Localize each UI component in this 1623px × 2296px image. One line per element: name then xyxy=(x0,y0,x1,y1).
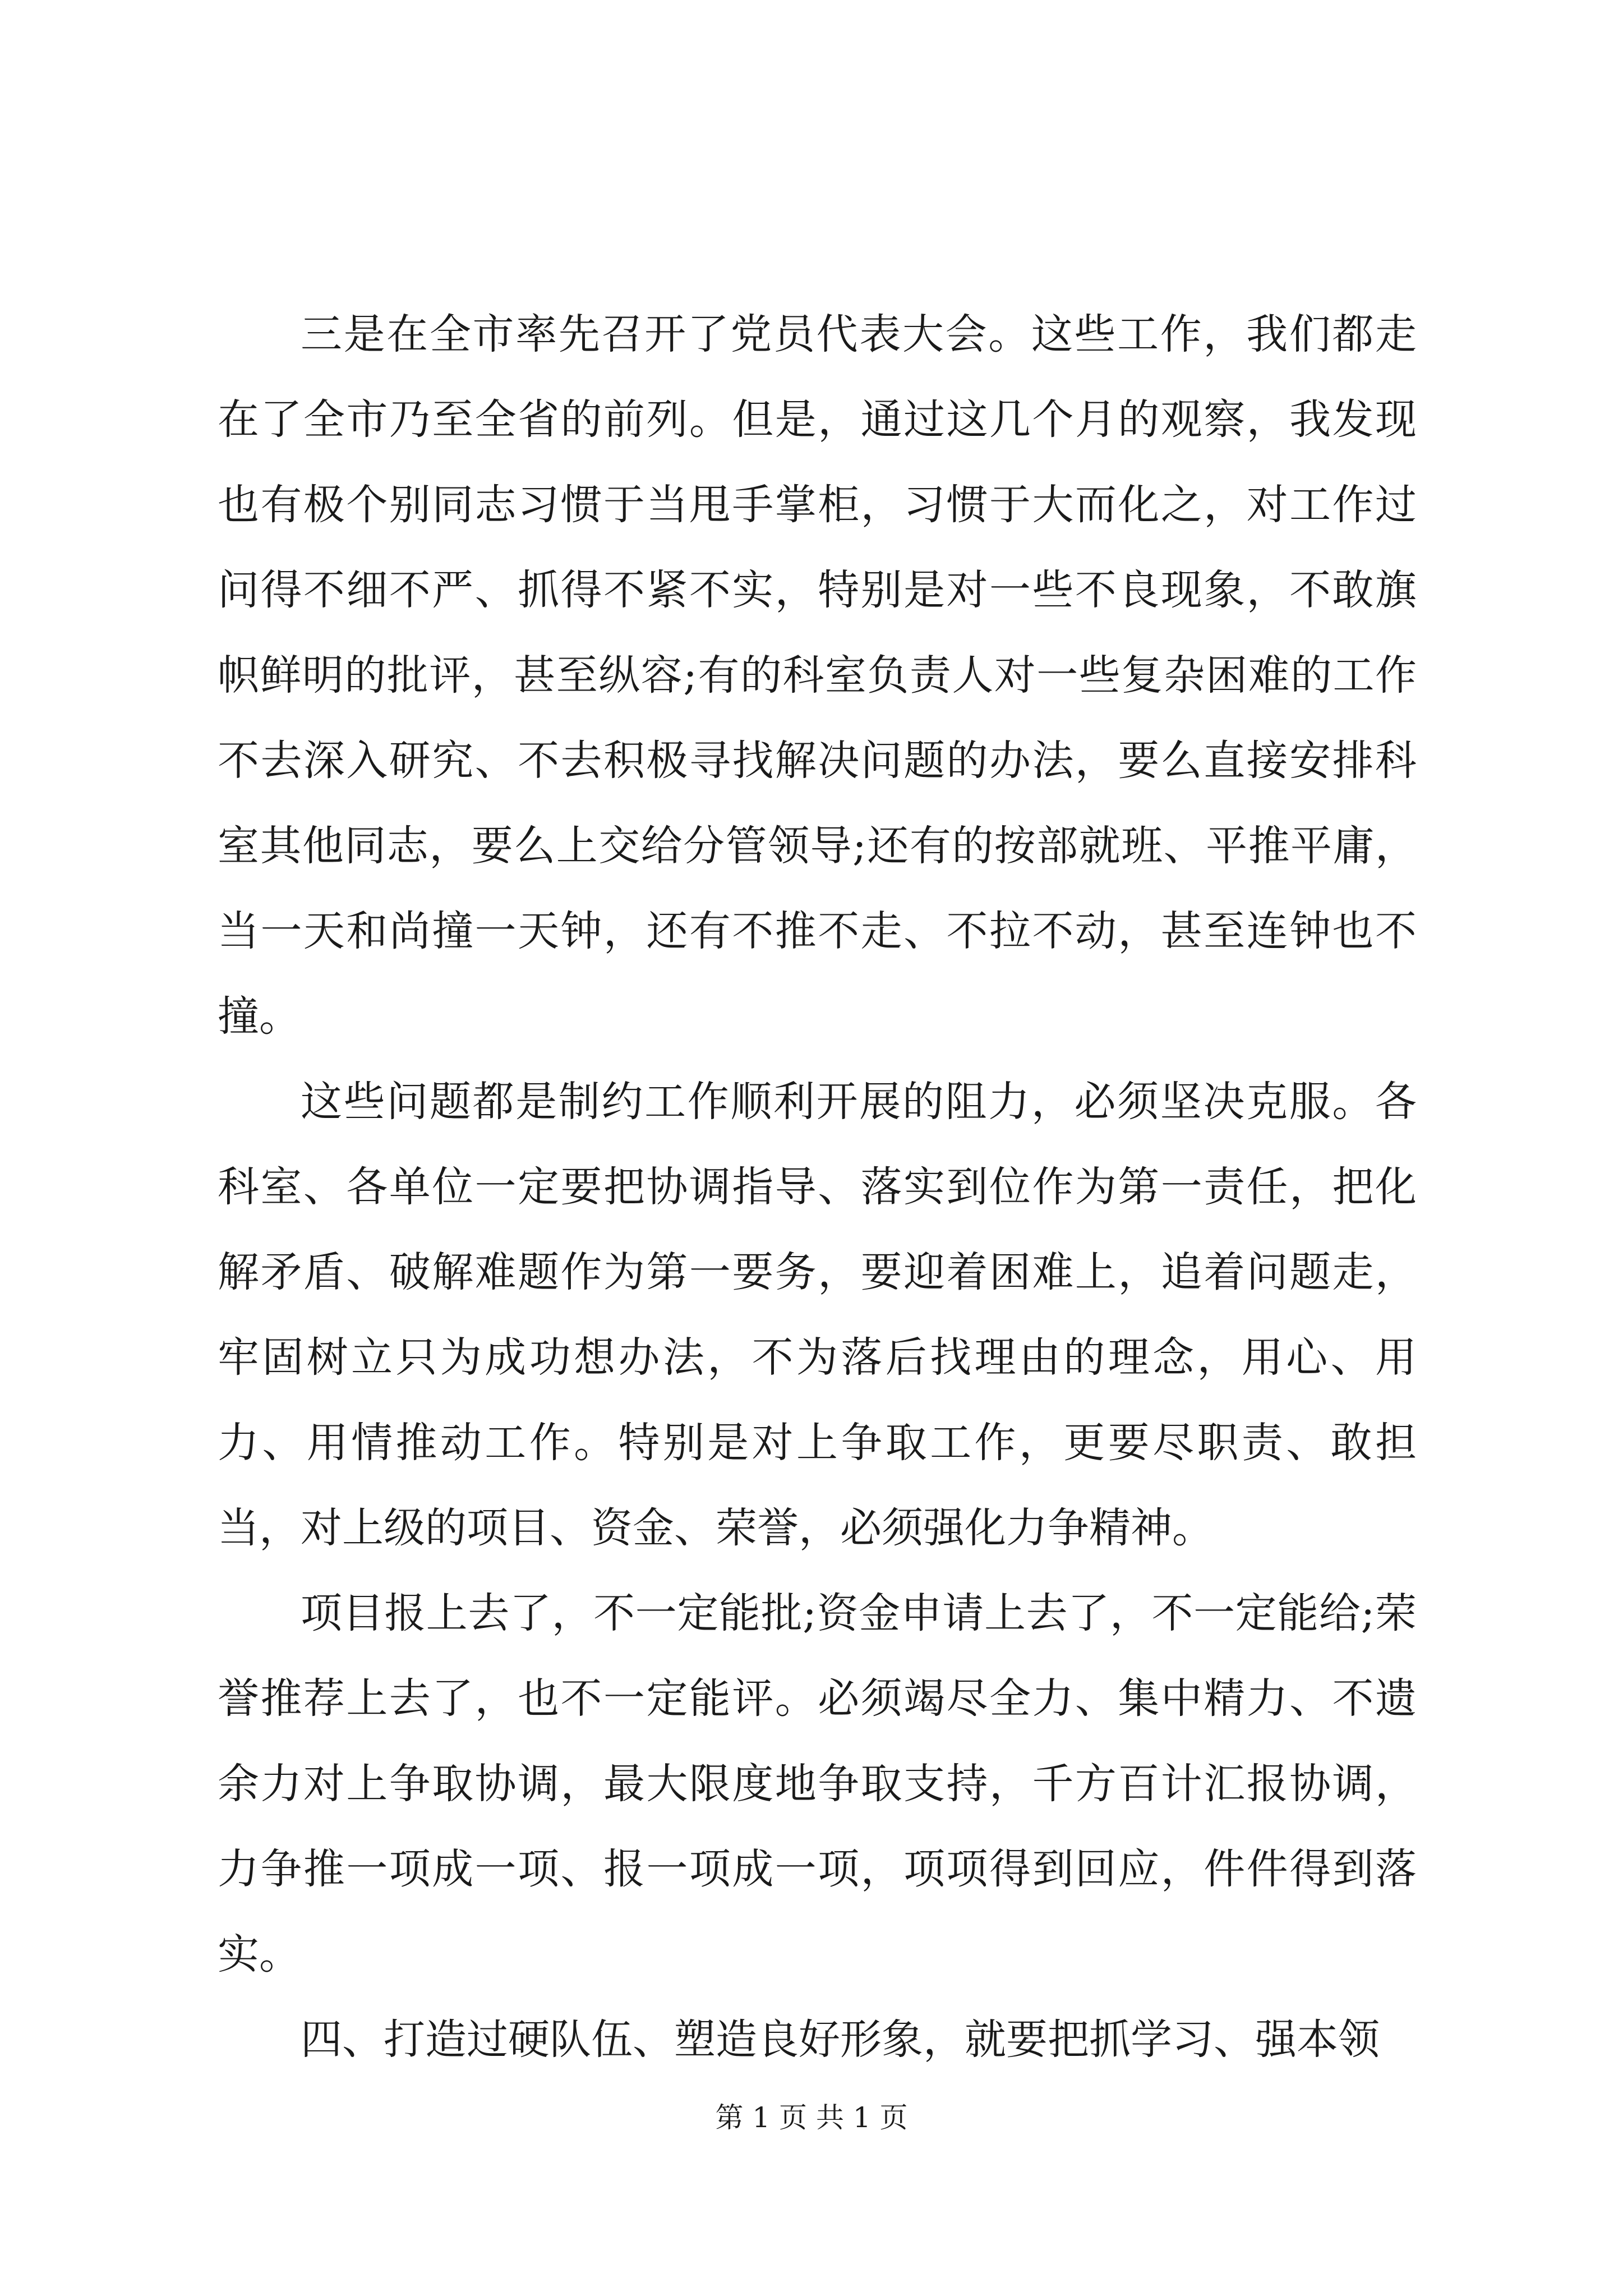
paragraph-2: 这些问题都是制约工作顺利开展的阻力，必须坚决克服。各科室、各单位一定要把协调指导、落实到位作为第一责任，把化解矛盾、破解难题作为第一要务，要迎着困难上，追着问题走，牢固树立只为成功想办法，不为落后找理由的理念，用心、用力、用情推动工作。特别是对上争取工作，更要尽职责、敢担当，对上级的项目、资金、荣誉，必须强化力争精神。 xyxy=(218,1078,1417,1552)
paragraph-3: 项目报上去了，不一定能批;资金申请上去了，不一定能给;荣誉推荐上去了，也不一定能评。必须竭尽全力、集中精力、不遗余力对上争取协调，最大限度地争取支持，千方百计汇报协调，力争推一项成一项、报一项成一项，项项得到回应，件件得到落实。 xyxy=(218,1589,1417,1978)
document-body xyxy=(218,292,1417,2082)
paragraph-4: 四、打造过硬队伍、塑造良好形象，就要把抓学习、强本领 xyxy=(301,2016,1380,2064)
page-footer: 第 1 页 共 1 页 xyxy=(715,2101,908,2134)
paragraph-1: 三是在全市率先召开了党员代表大会。这些工作，我们都走在了全市乃至全省的前列。但是，通过这几个月的观察，我发现也有极个别同志习惯于当甩手掌柜，习惯于大而化之，对工作过问得不细不严、抓得不紧不实，特别是对一些不良现象，不敢旗帜鲜明的批评，甚至纵容;有的科室负责人对一些复杂困难的工作不去深入研究、不去积极寻找解决问题的办法，要么直接安排科室其他同志，要么上交给分管领导;还有的按部就班、平推平庸，当一天和尚撞一天钟，还有不推不走、不拉不动，甚至连钟也不撞。 xyxy=(218,310,1417,1041)
